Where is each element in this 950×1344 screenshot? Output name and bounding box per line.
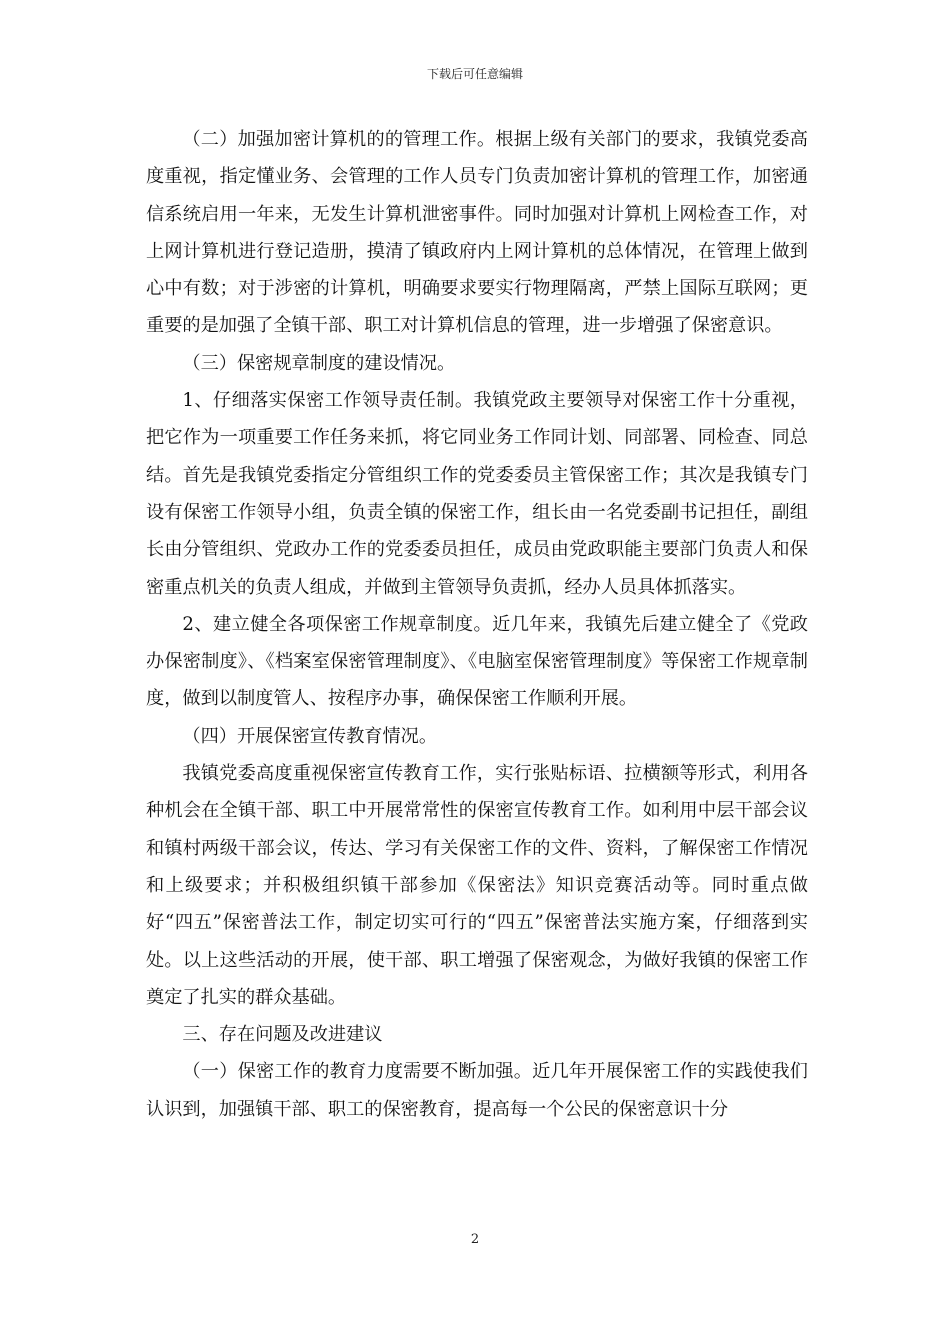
paragraph-education-strength: （一）保密工作的教育力度需要不断加强。近几年开展保密工作的实践使我们认识到，加强镇干部、职工的保密教育，提高每一个公民的保密意识十分: [146, 1061, 808, 1120]
paragraph-rules-and-regulations: 2、建立健全各项保密工作规章制度。近几年来，我镇先后建立健全了《党政办保密制度》、《档案室保密管理制度》、《电脑室保密管理制度》等保密工作规章制度，做到以制度管人、按程序办事，确保保密工作顺利开展。: [146, 613, 808, 710]
paragraph-encrypted-computers: （二）加强加密计算机的的管理工作。根据上级有关部门的要求，我镇党委高度重视，指定懂业务、会管理的工作人员专门负责加密计算机的管理工作，加密通信系统启用一年来，无发生计算机泄密事件。同时加强对计算机上网检查工作，对上网计算机进行登记造册，摸清了镇政府内上网计算机的总体情况，在管理上做到心中有数；对于涉密的计算机，明确要求要实行物理隔离，严禁上国际互联网；更重要的是加强了全镇干部、职工对计算机信息的管理，进一步增强了保密意识。: [146, 129, 808, 337]
document-body: [146, 121, 808, 1128]
paragraph-responsibility-system: 1、仔细落实保密工作领导责任制。我镇党政主要领导对保密工作十分重视，把它作为一项重要工作任务来抓，将它同业务工作同计划、同部署、同检查、同总结。首先是我镇党委指定分管组织工作的党委委员主管保密工作；其次是我镇专门设有保密工作领导小组，负责全镇的保密工作，组长由一名党委副书记担任，副组长由分管组织、党政办工作的党委委员担任，成员由党政职能主要部门负责人和保密重点机关的负责人组成，并做到主管领导负责抓，经办人员具体抓落实。: [146, 390, 808, 598]
heading-publicity-education: （四）开展保密宣传教育情况。: [182, 725, 438, 747]
page-header: 下载后可任意编辑: [426, 67, 523, 81]
page-number: 2: [470, 1232, 480, 1247]
heading-problems-and-suggestions: 三、存在问题及改进建议: [182, 1024, 383, 1046]
paragraph-publicity-education: 我镇党委高度重视保密宣传教育工作，实行张贴标语、拉横额等形式，利用各种机会在全镇干部、职工中开展常常性的保密宣传教育工作。如利用中层干部会议和镇村两级干部会议，传达、学习有关保密工作的文件、资料，了解保密工作情况和上级要求；并积极组织镇干部参加《保密法》知识竞赛活动等。同时重点做好“四五”保密普法工作，制定切实可行的“四五”保密普法实施方案，仔细落到实处。以上这些活动的开展，使干部、职工增强了保密观念，为做好我镇的保密工作奠定了扎实的群众基础。: [146, 763, 808, 1008]
heading-confidentiality-rules: （三）保密规章制度的建设情况。: [182, 352, 456, 374]
